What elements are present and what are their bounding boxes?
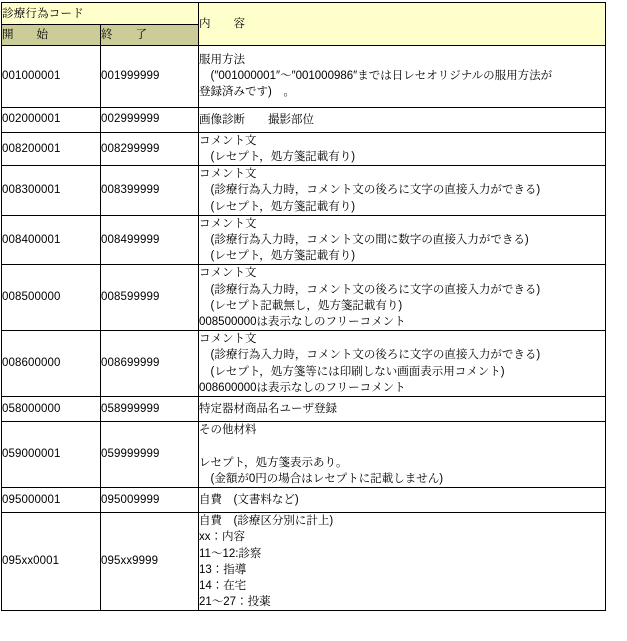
cell-description [199, 397, 606, 422]
description-line: 自費 (診療区分別に計上) [199, 515, 334, 528]
description-line: レセプト，処方箋表示あり。 [199, 456, 348, 469]
description-line: (診療行為入力時，コメント文の後ろに文字の直接入力ができる) [199, 349, 541, 362]
description-line: 自費 (文書料など) [199, 494, 299, 507]
header-description: 内 容 [199, 3, 606, 46]
cell-description [199, 265, 606, 331]
cell-end-code: 008599999 [101, 265, 199, 331]
description-line: (金額が0円の場合はレセプトに記載しません) [199, 472, 444, 485]
cell-description [199, 166, 606, 216]
description-line: コメント文 [199, 168, 257, 181]
table-row [2, 215, 606, 265]
description-line: コメント文 [199, 134, 257, 147]
cell-start-code: 008600000 [2, 331, 101, 397]
table-body [2, 46, 606, 611]
cell-end-code: 008399999 [101, 166, 199, 216]
description-line: (診療行為入力時，コメント文の後ろに文字の直接入力ができる) [199, 184, 541, 197]
description-line: 008600000は表示なしのフリーコメント [199, 381, 406, 394]
cell-end-code: 095xx9999 [101, 513, 199, 611]
cell-description [199, 488, 606, 513]
cell-description [199, 422, 606, 488]
description-line: (″001000001″～″001000986″までは日レセオリジナルの服用方法が [199, 70, 553, 83]
cell-start-code: 008500000 [2, 265, 101, 331]
cell-start-code: 059000001 [2, 422, 101, 488]
table-row [2, 107, 606, 132]
table-row [2, 422, 606, 488]
cell-description [199, 513, 606, 611]
cell-end-code: 008499999 [101, 215, 199, 265]
cell-start-code: 002000001 [2, 107, 101, 132]
description-line: 11～12:診察 [199, 547, 262, 560]
description-line: 008500000は表示なしのフリーコメント [199, 316, 406, 329]
table-row [2, 488, 606, 513]
cell-start-code: 095xx0001 [2, 513, 101, 611]
description-line: コメント文 [199, 267, 257, 280]
cell-description [199, 331, 606, 397]
cell-end-code: 008299999 [101, 132, 199, 165]
cell-end-code: 095009999 [101, 488, 199, 513]
cell-description [199, 215, 606, 265]
description-line: コメント文 [199, 333, 257, 346]
cell-start-code: 008300001 [2, 166, 101, 216]
description-line: 13：指導 [199, 563, 247, 576]
cell-start-code: 001000001 [2, 46, 101, 108]
table-row [2, 513, 606, 611]
description-line: コメント文 [199, 217, 257, 230]
description-line: 画像診断 撮影部位 [199, 113, 314, 126]
description-line: (レセプト記載無し，処方箋記載有り) [199, 299, 403, 312]
table-row [2, 397, 606, 422]
description-line: xx：内容 [199, 531, 245, 544]
description-line: (レセプト，処方箋記載有り) [199, 250, 356, 263]
table-row [2, 166, 606, 216]
table-row [2, 46, 606, 108]
description-line: (レセプト，処方箋記載有り) [199, 151, 356, 164]
cell-start-code: 058000000 [2, 397, 101, 422]
description-line: (レセプト，処方箋等には印刷しない画面表示用コメント) [199, 365, 505, 378]
cell-end-code: 001999999 [101, 46, 199, 108]
cell-end-code: 059999999 [101, 422, 199, 488]
header-treatment-code-group: 診療行為コード [2, 3, 199, 25]
table-row [2, 265, 606, 331]
description-line: (レセプト，処方箋記載有り) [199, 200, 356, 213]
description-line: 登録済みです) 。 [199, 86, 295, 99]
description-line: (診療行為入力時，コメント文の間に数字の直接入力ができる) [199, 234, 529, 247]
description-spacer [199, 438, 605, 454]
description-line: 14：在宅 [199, 580, 247, 593]
description-line: (診療行為入力時，コメント文の後ろに文字の直接入力ができる) [199, 283, 541, 296]
treatment-code-table [1, 2, 606, 611]
header-row-group [2, 3, 606, 25]
cell-description [199, 46, 606, 108]
cell-start-code: 095000001 [2, 488, 101, 513]
table-header [2, 3, 606, 46]
description-line: 21～27：投薬 [199, 596, 271, 609]
header-end-code: 終 了 [101, 25, 199, 46]
description-line: その他材料 [199, 424, 257, 437]
cell-end-code: 008699999 [101, 331, 199, 397]
cell-description [199, 132, 606, 165]
header-start-code: 開 始 [2, 25, 101, 46]
cell-description [199, 107, 606, 132]
description-line: 特定器材商品名ユーザ登録 [199, 403, 337, 416]
cell-start-code: 008400001 [2, 215, 101, 265]
table-row [2, 132, 606, 165]
cell-end-code: 002999999 [101, 107, 199, 132]
cell-end-code: 058999999 [101, 397, 199, 422]
description-line: 服用方法 [199, 54, 245, 66]
table-row [2, 331, 606, 397]
cell-start-code: 008200001 [2, 132, 101, 165]
